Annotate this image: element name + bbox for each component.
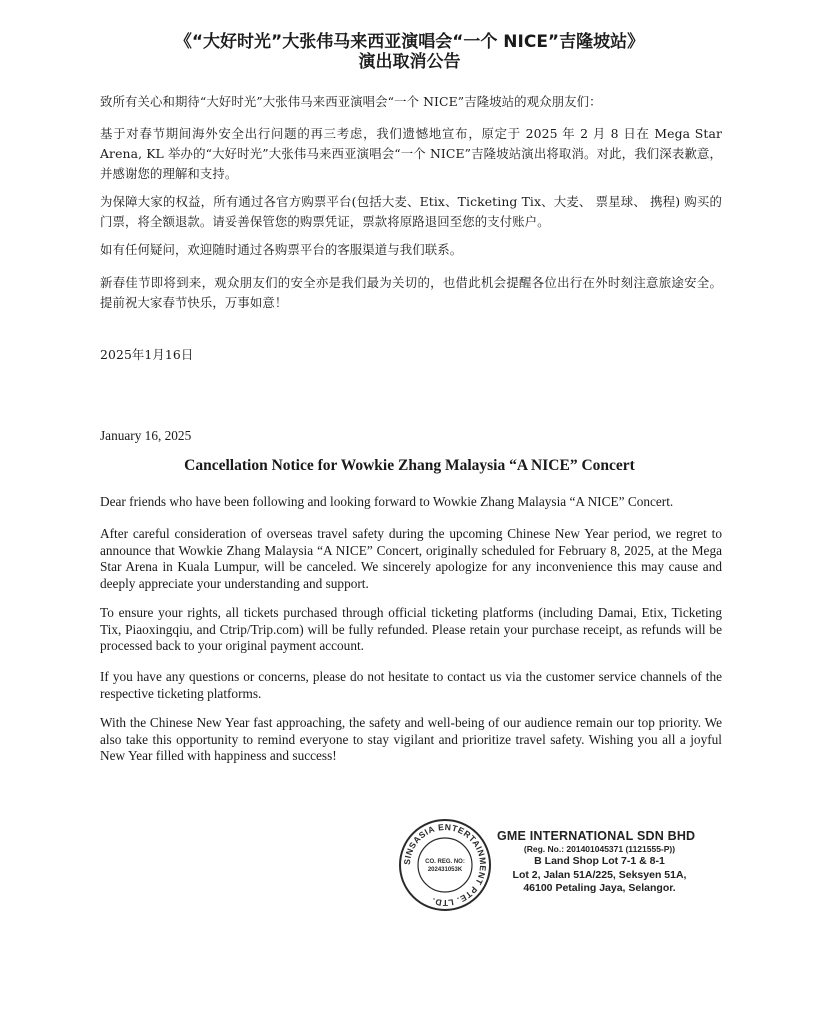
chinese-date: 2025年1月16日 <box>100 347 194 362</box>
english-paragraph-4: With the Chinese New Year fast approaching, the safety and well-being of our audience remain our top priority. We also take this opportunity to remind everyone to stay vigilant and prioritize travel safety. Wishing you all a joyful New Year filled with happiness and success! <box>100 715 722 764</box>
chinese-paragraph-1: 基于对春节期间海外安全出行问题的再三考虑，我们遗憾地宣布，原定于 2025 年 2 月 8 日在 Mega Star Arena, KL 举办的“大好时光”大张伟马来西亚演唱会“一个 NICE”吉隆坡站演出将取消。对此，我们深表歉意，并感谢您的理解和支持。 <box>100 126 722 181</box>
company-seal-stamp <box>398 818 492 912</box>
company-address-line3: 46100 Petaling Jaya, Selangor. <box>523 882 676 894</box>
chinese-paragraph-4: 新春佳节即将到来，观众朋友们的安全亦是我们最为关切的，也借此机会提醒各位出行在外时刻注意旅途安全。提前祝大家春节快乐，万事如意！ <box>100 275 722 310</box>
chinese-paragraph-2: 为保障大家的权益，所有通过各官方购票平台(包括大麦、Etix、Ticketing Tix、大麦、 票星球、 携程) 购买的门票，将全额退款。请妥善保管您的购票凭证，票款将原路退回至您的支付账户。 <box>100 194 722 229</box>
stamp-ring-text: SINSASIA ENTERTAINMENT PTE. LTD. <box>401 821 489 909</box>
chinese-title <box>0 32 819 72</box>
stamp-center-line1: CO. REG. NO: <box>425 859 465 865</box>
company-name: GME INTERNATIONAL SDN BHD <box>497 829 696 843</box>
chinese-title-line2: 演出取消公告 <box>358 52 461 72</box>
company-block <box>497 829 717 896</box>
stamp-center-line2: 202431053K <box>427 867 463 873</box>
company-address-line1: B Land Shop Lot 7-1 & 8-1 <box>534 855 665 867</box>
english-title: Cancellation Notice for Wowkie Zhang Malaysia “A NICE” Concert <box>184 457 635 474</box>
english-paragraph-2: To ensure your rights, all tickets purchased through official ticketing platforms (including Damai, Etix, Ticketing Tix, Piaoxingqiu, and Ctrip/Trip.com) will be fully refunded. Please retain your purchase receipt, as refunds will be processed back to your original payment account. <box>100 605 722 654</box>
english-paragraph-3: If you have any questions or concerns, please do not hesitate to contact us via the customer service channels of the respective ticketing platforms. <box>100 669 722 701</box>
chinese-paragraph-3: 如有任何疑问，欢迎随时通过各购票平台的客服渠道与我们联系。 <box>100 242 463 257</box>
english-paragraph-1: After careful consideration of overseas travel safety during the upcoming Chinese New Year period, we regret to announce that Wowkie Zhang Malaysia “A NICE” Concert, originally scheduled for February 8, 2025, at the Mega Star Arena in Kuala Lumpur, will be canceled. We sincerely apologize for any inconvenience this may cause and deeply appreciate your understanding and support. <box>100 526 722 591</box>
chinese-greeting: 致所有关心和期待“大好时光”大张伟马来西亚演唱会“一个 NICE”吉隆坡站的观众朋友们： <box>100 94 602 109</box>
company-reg-number: (Reg. No.: 201401045371 (1121555-P)) <box>523 844 676 854</box>
company-address-line2: Lot 2, Jalan 51A/225, Seksyen 51A, <box>512 868 687 881</box>
english-date: January 16, 2025 <box>100 428 192 443</box>
chinese-title-line1: 《“大好时光”大张伟马来西亚演唱会“一个 NICE”吉隆坡站》 <box>174 32 645 52</box>
english-greeting: Dear friends who have been following and looking forward to Wowkie Zhang Malaysia “A NICE” Concert. <box>100 494 674 509</box>
